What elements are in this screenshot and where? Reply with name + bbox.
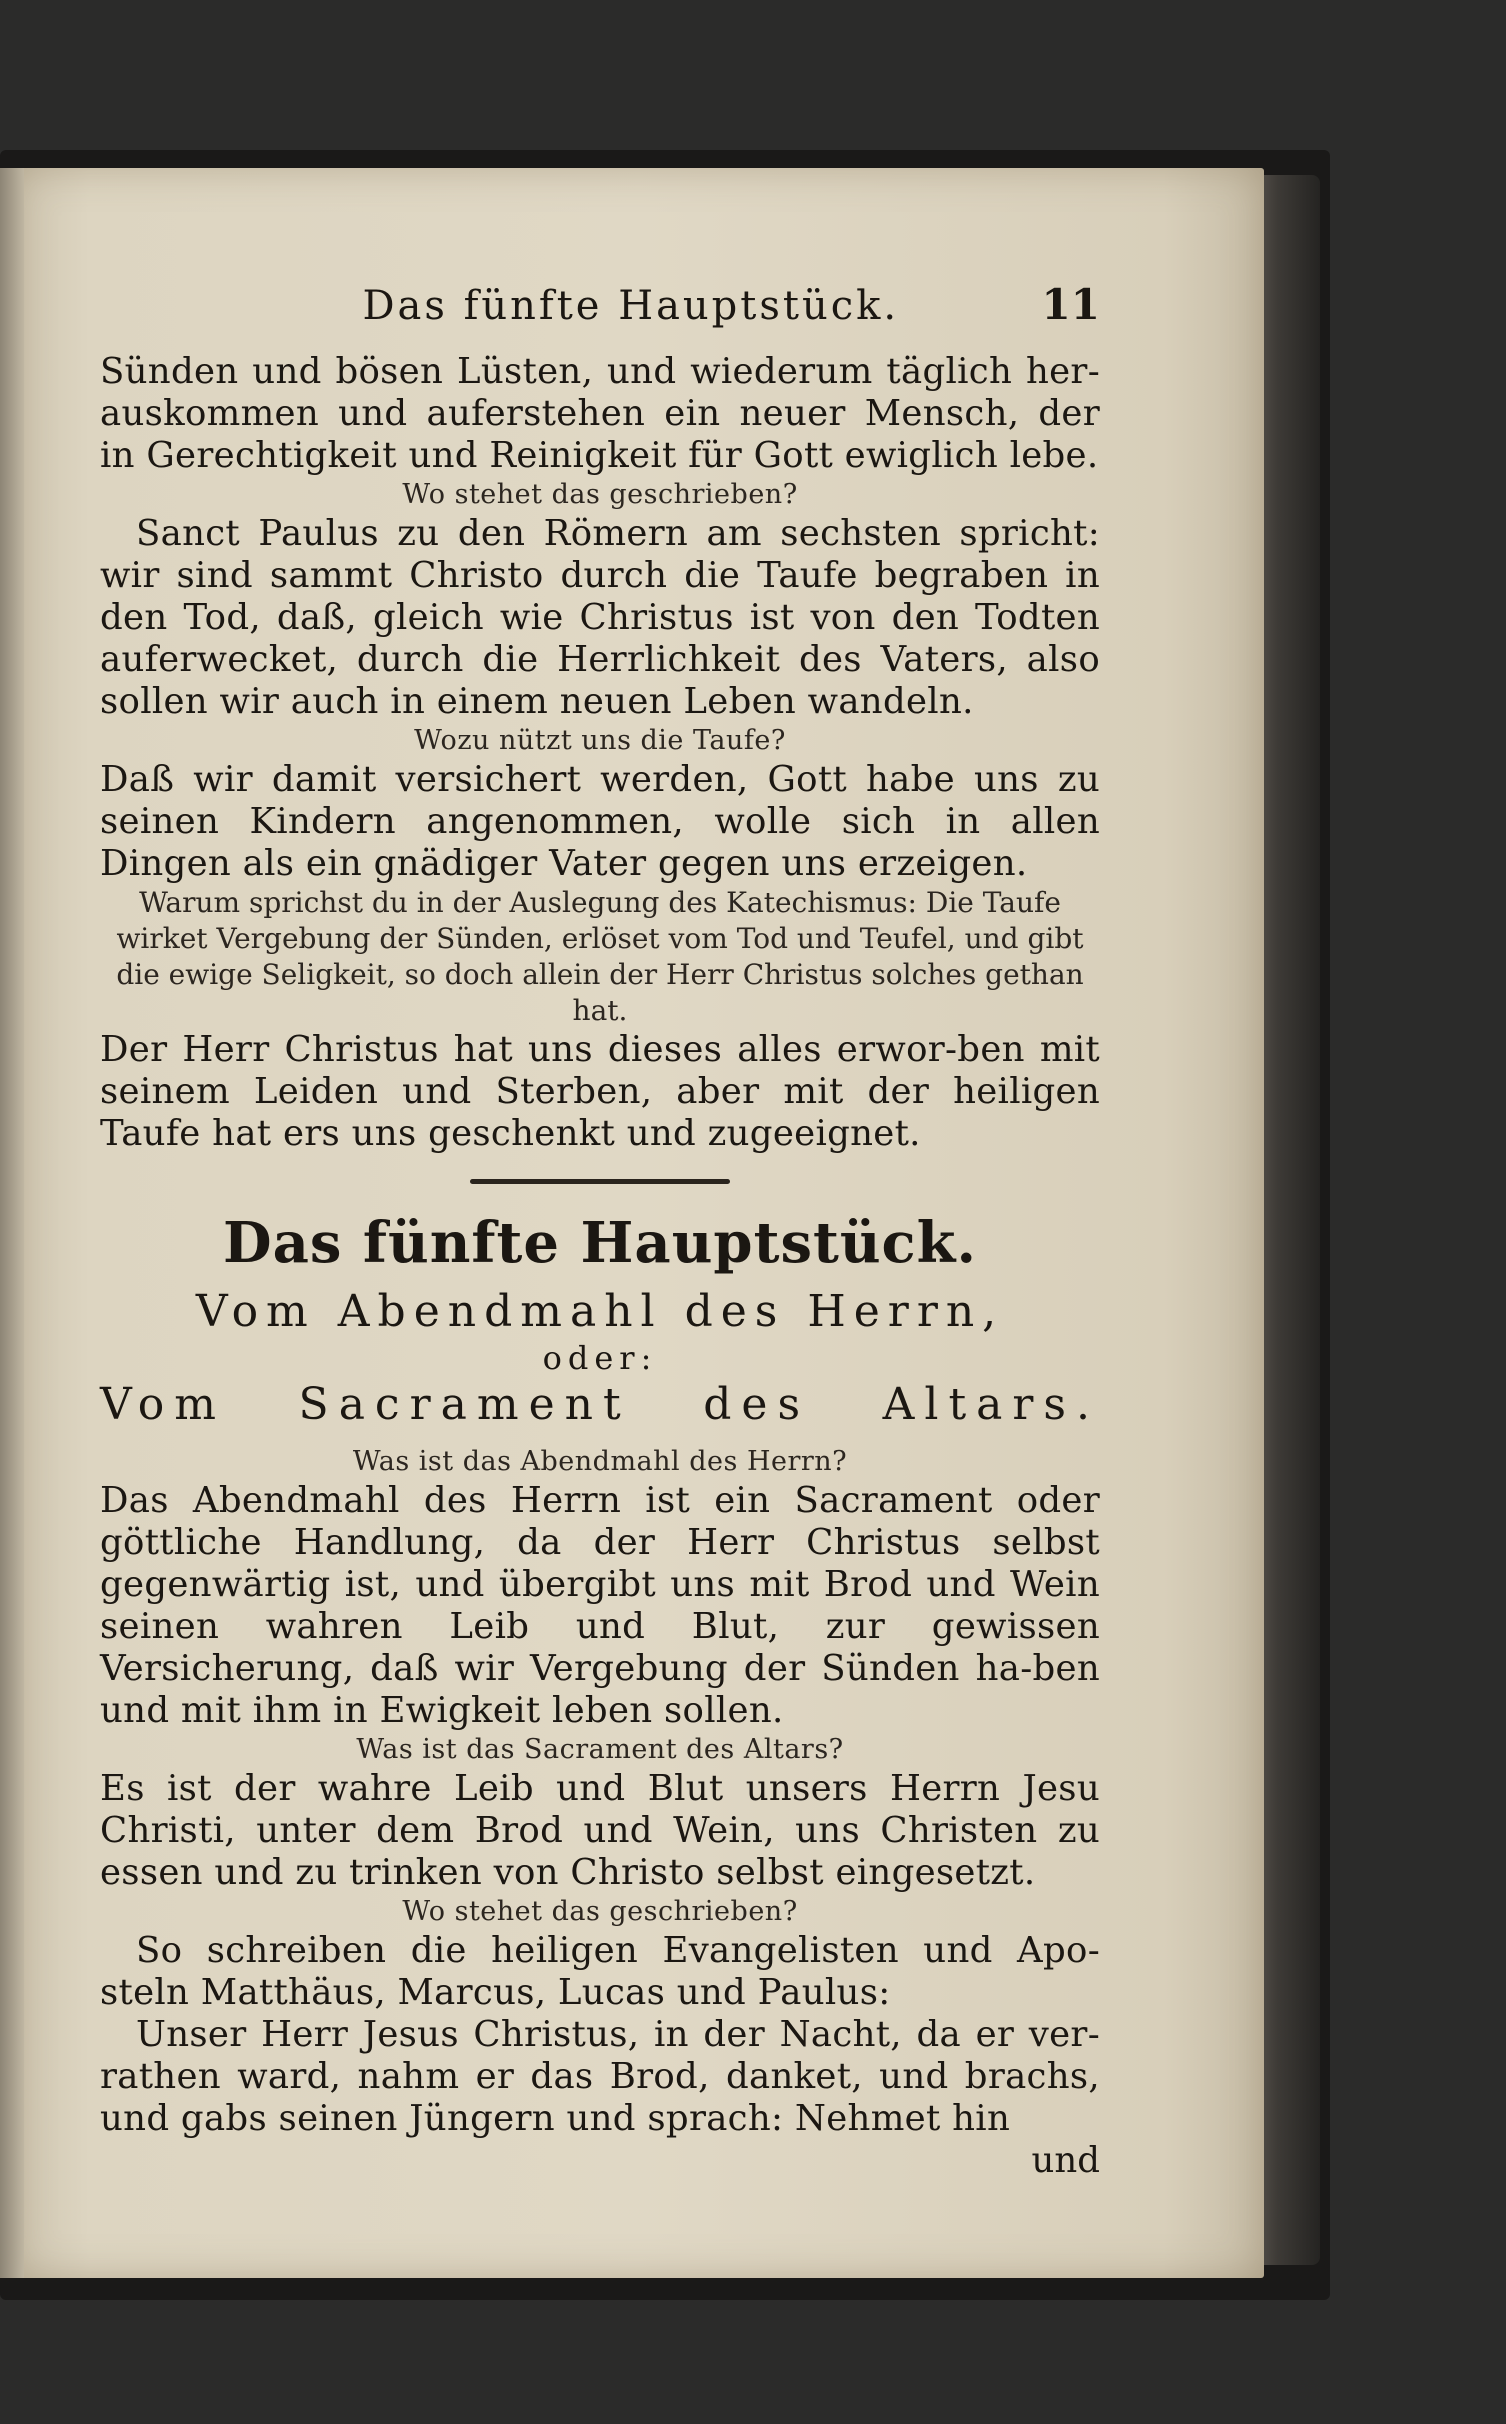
chapter-title: Das fünfte Hauptstück.	[223, 1210, 977, 1276]
paragraph: Daß wir damit versichert werden, Gott habe uns zu seinen Kindern angenommen, wolle sich in allen Dingen als ein gnädiger Vater gegen uns erzeigen.	[100, 759, 1100, 884]
question: Was ist das Sacrament des Altars?	[356, 1734, 844, 1765]
running-title: Das fünfte Hauptstück.	[362, 283, 900, 329]
question: Wo stehet das geschrieben?	[402, 479, 798, 510]
chapter-subtitle: Vom Abendmahl des Herrn,	[195, 1286, 1005, 1337]
paragraph: So schreiben die heiligen Evangelisten und Apo-steln Matthäus, Marcus, Lucas und Paulus:	[100, 1930, 1100, 2013]
question: Warum sprichst du in der Auslegung des Katechismus: Die Taufe wirket Vergebung der Sünden, erlöset vom Tod und Teufel, und gibt die ewige Seligkeit, so doch allein der Herr Christus solches gethan hat.	[116, 886, 1084, 1027]
chapter-subtitle-alt: Vom Sacrament des Altars.	[100, 1379, 1100, 1430]
question: Was ist das Abendmahl des Herrn?	[352, 1446, 848, 1477]
paragraph: Unser Herr Jesus Christus, in der Nacht, da er ver-rathen ward, nahm er das Brod, danket, und brachs, und gabs seinen Jüngern und sprach: Nehmet hin	[100, 2014, 1100, 2139]
page-number: 11	[1041, 280, 1100, 329]
paragraph: Der Herr Christus hat uns dieses alles erwor-ben mit seinem Leiden und Sterben, aber mit der heiligen Taufe hat ers uns geschenkt und zugeeignet.	[100, 1029, 1100, 1154]
paragraph: Es ist der wahre Leib und Blut unsers Herrn Jesu Christi, unter dem Brod und Wein, uns Christen zu essen und zu trinken von Christo selbst eingesetzt.	[100, 1768, 1100, 1893]
question: Wo stehet das geschrieben?	[402, 1896, 798, 1927]
page-content	[100, 280, 1100, 2182]
page-gutter	[0, 168, 24, 2278]
section-divider	[470, 1179, 730, 1184]
paragraph: Das Abendmahl des Herrn ist ein Sacrament oder göttliche Handlung, da der Herr Christus selbst gegenwärtig ist, und übergibt uns mit Brod und Wein seinen wahren Leib und Blut, zur gewissen Versicherung, daß wir Vergebung der Sünden ha-ben und mit ihm in Ewigkeit leben sollen.	[100, 1480, 1100, 1731]
question: Wozu nützt uns die Taufe?	[414, 725, 786, 756]
paragraph: Sanct Paulus zu den Römern am sechsten spricht: wir sind sammt Christo durch die Taufe begraben in den Tod, daß, gleich wie Christus ist von den Todten auferwecket, durch die Herrlichkeit des Vaters, also sollen wir auch in einem neuen Leben wandeln.	[100, 513, 1100, 722]
catchword: und	[1031, 2140, 1100, 2181]
chapter-subtitle-or: oder:	[542, 1339, 658, 1377]
paragraph: Sünden und bösen Lüsten, und wiederum täglich her-auskommen und auferstehen ein neuer Mensch, der in Gerechtigkeit und Reinigkeit für Gott ewiglich lebe.	[100, 351, 1100, 476]
running-head	[100, 280, 1100, 329]
